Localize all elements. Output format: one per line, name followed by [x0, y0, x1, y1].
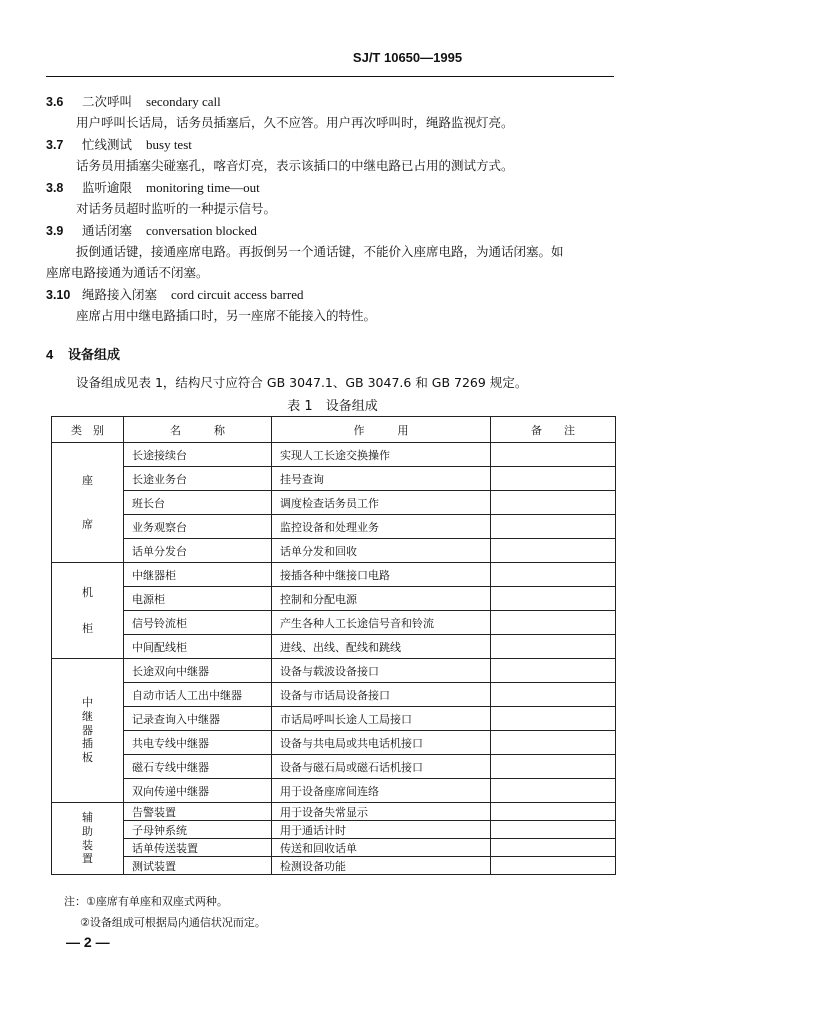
table-caption: 表 1 设备组成 — [287, 399, 378, 414]
equipment-function-cell: 市话局呼叫长途人工局接口 — [272, 707, 491, 731]
term-number: 3.9 — [46, 224, 64, 238]
equipment-remark-cell — [491, 467, 616, 491]
category-cell — [52, 803, 124, 875]
equipment-name-cell: 中间配线柜 — [124, 635, 272, 659]
table-row — [52, 491, 616, 515]
term-english: busy test — [146, 137, 192, 152]
equipment-name-cell: 自动市话人工出中继器 — [124, 683, 272, 707]
category-char: 助 — [82, 824, 93, 838]
equipment-remark-cell — [491, 611, 616, 635]
equipment-name-cell: 长途双向中继器 — [124, 659, 272, 683]
table-row — [52, 779, 616, 803]
header-category: 类 别 — [52, 417, 124, 443]
page-number: — 2 — — [66, 934, 110, 950]
equipment-function-cell: 产生各种人工长途信号音和铃流 — [272, 611, 491, 635]
equipment-remark-cell — [491, 635, 616, 659]
section-heading — [46, 344, 120, 363]
table-row — [52, 839, 616, 857]
equipment-name-cell: 班长台 — [124, 491, 272, 515]
section-number: 4 — [46, 347, 54, 362]
equipment-name-cell: 双向传递中继器 — [124, 779, 272, 803]
category-char: 柜 — [82, 621, 93, 635]
category-cell — [52, 443, 124, 563]
section-intro: 设备组成见表 1，结构尺寸应符合 GB 3047.1、GB 3047.6 和 GB 7269 规定。 — [76, 375, 528, 390]
category-char: 继 — [82, 709, 93, 723]
header-name: 名 称 — [124, 417, 272, 443]
table-row — [52, 635, 616, 659]
category-char: 插 — [82, 737, 93, 751]
equipment-name-cell: 磁石专线中继器 — [124, 755, 272, 779]
category-cell — [52, 563, 124, 659]
equipment-remark-cell — [491, 839, 616, 857]
table-row — [52, 467, 616, 491]
equipment-function-cell: 进线、出线、配线和跳线 — [272, 635, 491, 659]
equipment-function-cell: 用于通话计时 — [272, 821, 491, 839]
document-header: SJ/T 10650—1995 — [352, 50, 463, 65]
equipment-name-cell: 中继器柜 — [124, 563, 272, 587]
term-english: conversation blocked — [146, 223, 257, 238]
term-heading — [46, 92, 221, 110]
category-char: 机 — [82, 585, 93, 599]
term-english: monitoring time—out — [146, 180, 260, 195]
category-char: 置 — [82, 852, 93, 866]
term-chinese: 忙线测试 — [82, 137, 133, 152]
equipment-function-cell: 设备与共电局或共电话机接口 — [272, 731, 491, 755]
equipment-remark-cell — [491, 539, 616, 563]
term-number: 3.6 — [46, 95, 64, 109]
equipment-remark-cell — [491, 857, 616, 875]
category-char: 器 — [82, 723, 93, 737]
term-description: 对话务员超时监听的一种提示信号。 — [76, 201, 277, 216]
equipment-name-cell: 共电专线中继器 — [124, 731, 272, 755]
table-row — [52, 755, 616, 779]
equipment-name-cell: 话单分发台 — [124, 539, 272, 563]
term-heading — [46, 178, 260, 196]
equipment-function-cell: 设备与市话局设备接口 — [272, 683, 491, 707]
equipment-table — [51, 416, 616, 875]
equipment-function-cell: 传送和回收话单 — [272, 839, 491, 857]
equipment-name-cell: 话单传送装置 — [124, 839, 272, 857]
term-number: 3.7 — [46, 138, 64, 152]
equipment-name-cell: 测试装置 — [124, 857, 272, 875]
equipment-name-cell: 信号铃流柜 — [124, 611, 272, 635]
equipment-remark-cell — [491, 821, 616, 839]
table-row — [52, 563, 616, 587]
equipment-remark-cell — [491, 707, 616, 731]
term-description: 座席占用中继电路插口时，另一座席不能接入的特性。 — [76, 308, 377, 323]
equipment-function-cell: 调度检查话务员工作 — [272, 491, 491, 515]
equipment-remark-cell — [491, 755, 616, 779]
table-row — [52, 587, 616, 611]
term-heading — [46, 135, 192, 153]
header-remark: 备 注 — [491, 417, 616, 443]
equipment-function-cell: 检测设备功能 — [272, 857, 491, 875]
table-body — [52, 443, 616, 875]
header-function: 作 用 — [272, 417, 491, 443]
table-note-1: 注：①座席有单座和双座式两种。 — [64, 895, 228, 908]
category-char: 中 — [82, 696, 93, 710]
table-note-2: ②设备组成可根据局内通信状况而定。 — [80, 916, 266, 929]
equipment-function-cell: 挂号查询 — [272, 467, 491, 491]
table-row — [52, 611, 616, 635]
table-row — [52, 443, 616, 467]
equipment-remark-cell — [491, 443, 616, 467]
equipment-function-cell: 用于设备座席间连络 — [272, 779, 491, 803]
term-description: 话务员用插塞尖碰塞孔，喀音灯亮，表示该插口的中继电路已占用的测试方式。 — [76, 158, 514, 173]
term-english: cord circuit access barred — [171, 287, 304, 302]
equipment-remark-cell — [491, 683, 616, 707]
equipment-function-cell: 用于设备失常显示 — [272, 803, 491, 821]
term-chinese: 绳路接入闭塞 — [82, 287, 158, 302]
equipment-name-cell: 记录查询入中继器 — [124, 707, 272, 731]
equipment-remark-cell — [491, 659, 616, 683]
term-heading — [46, 285, 303, 303]
category-char: 板 — [82, 751, 93, 765]
section-title: 设备组成 — [68, 348, 121, 363]
equipment-remark-cell — [491, 779, 616, 803]
equipment-remark-cell — [491, 563, 616, 587]
category-char: 席 — [82, 517, 93, 531]
equipment-function-cell: 设备与磁石局或磁石话机接口 — [272, 755, 491, 779]
equipment-remark-cell — [491, 803, 616, 821]
category-cell — [52, 659, 124, 803]
equipment-remark-cell — [491, 731, 616, 755]
table-row — [52, 857, 616, 875]
table-row — [52, 683, 616, 707]
equipment-function-cell: 监控设备和处理业务 — [272, 515, 491, 539]
equipment-function-cell: 话单分发和回收 — [272, 539, 491, 563]
table-row — [52, 659, 616, 683]
equipment-name-cell: 告警装置 — [124, 803, 272, 821]
table-row — [52, 515, 616, 539]
table-row — [52, 707, 616, 731]
table-row — [52, 821, 616, 839]
table-header-row — [52, 417, 616, 443]
term-chinese: 监听逾限 — [82, 180, 133, 195]
equipment-function-cell: 控制和分配电源 — [272, 587, 491, 611]
category-char: 装 — [82, 838, 93, 852]
header-rule — [46, 76, 614, 77]
equipment-function-cell: 接插各种中继接口电路 — [272, 563, 491, 587]
equipment-name-cell: 业务观察台 — [124, 515, 272, 539]
term-description: 座席电路接通为通话不闭塞。 — [46, 265, 209, 280]
term-chinese: 通话闭塞 — [82, 223, 133, 238]
term-english: secondary call — [146, 94, 221, 109]
equipment-remark-cell — [491, 587, 616, 611]
term-heading — [46, 221, 257, 239]
term-description: 扳倒通话键，接通座席电路。再扳倒另一个通话键，不能价入座席电路，为通话闭塞。如 — [76, 244, 564, 259]
equipment-name-cell: 电源柜 — [124, 587, 272, 611]
table-row — [52, 803, 616, 821]
term-number: 3.10 — [46, 288, 71, 302]
equipment-function-cell: 实现人工长途交换操作 — [272, 443, 491, 467]
category-char: 辅 — [82, 811, 93, 824]
equipment-remark-cell — [491, 491, 616, 515]
equipment-name-cell: 长途业务台 — [124, 467, 272, 491]
term-number: 3.8 — [46, 181, 64, 195]
table-row — [52, 731, 616, 755]
equipment-name-cell: 长途接续台 — [124, 443, 272, 467]
equipment-name-cell: 子母钟系统 — [124, 821, 272, 839]
term-description: 用户呼叫长话局，话务员插塞后，久不应答。用户再次呼叫时，绳路监视灯亮。 — [76, 115, 514, 130]
table-row — [52, 539, 616, 563]
equipment-remark-cell — [491, 515, 616, 539]
term-chinese: 二次呼叫 — [82, 94, 133, 109]
equipment-function-cell: 设备与载波设备接口 — [272, 659, 491, 683]
category-char: 座 — [82, 473, 93, 487]
